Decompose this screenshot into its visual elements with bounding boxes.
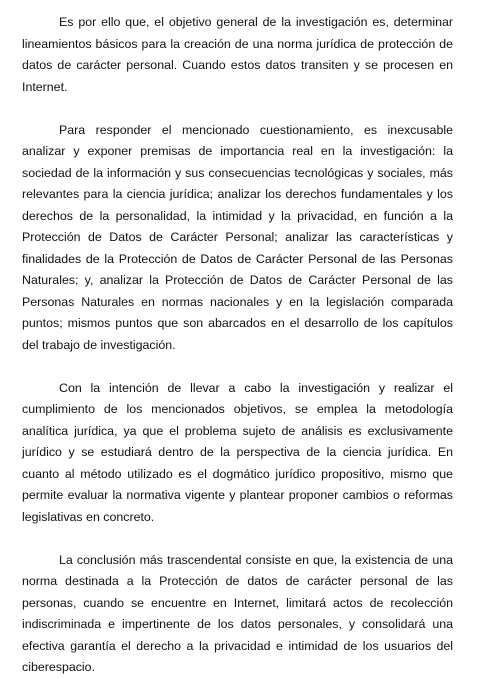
- paragraph-objective: Es por ello que, el objetivo general de la investigación es, determinar lineamientos básicos para la creación de una norma jurídica de protección de datos de carácter personal. Cuando estos datos transiten y se procesen en Internet.: [22, 15, 453, 94]
- paragraph-spacer: [22, 98, 453, 120]
- paragraph-spacer: [22, 356, 453, 378]
- paragraph-conclusion: La conclusión más trascendental consiste en que, la existencia de una norma destinada a la Protección de datos de carácter personal de las personas, cuando se encuentre en Internet, limitará actos de recolección indiscriminada e impertinente de los datos personales, y consolidará una efectiva garantía el derecho a la privacidad e intimidad de los usuarios del ciberespacio.: [22, 552, 453, 674]
- paragraph-spacer: [22, 528, 453, 550]
- document-page: [22, 12, 453, 679]
- paragraph-premises: Para responder el mencionado cuestionamiento, es inexcusable analizar y exponer premisas de importancia real en la investigación: la sociedad de la información y sus consecuencias tecnológicas y sociales, más relevantes para la ciencia jurídica; analizar los derechos fundamentales y los derechos de la personalidad, la intimidad y la privacidad, en función a la Protección de Datos de Carácter Personal; analizar las características y finalidades de la Protección de Datos de Carácter Personal de las Personas Naturales; y, analizar la Protección de Datos de Carácter Personal de las Personas Naturales en normas nacionales y en la legislación comparada puntos; mismos puntos que son abarcados en el desarrollo de los capítulos del trabajo de investigación.: [22, 122, 453, 352]
- paragraph-methodology: Con la intención de llevar a cabo la investigación y realizar el cumplimiento de los mencionados objetivos, se emplea la metodología analítica jurídica, ya que el problema sujeto de análisis es exclusivamente jurídico y se estudiará dentro de la perspectiva de la ciencia jurídica. En cuanto al método utilizado es el dogmático jurídico propositivo, mismo que permite evaluar la normativa vigente y plantear proponer cambios o reformas legislativas en concreto.: [22, 380, 453, 524]
